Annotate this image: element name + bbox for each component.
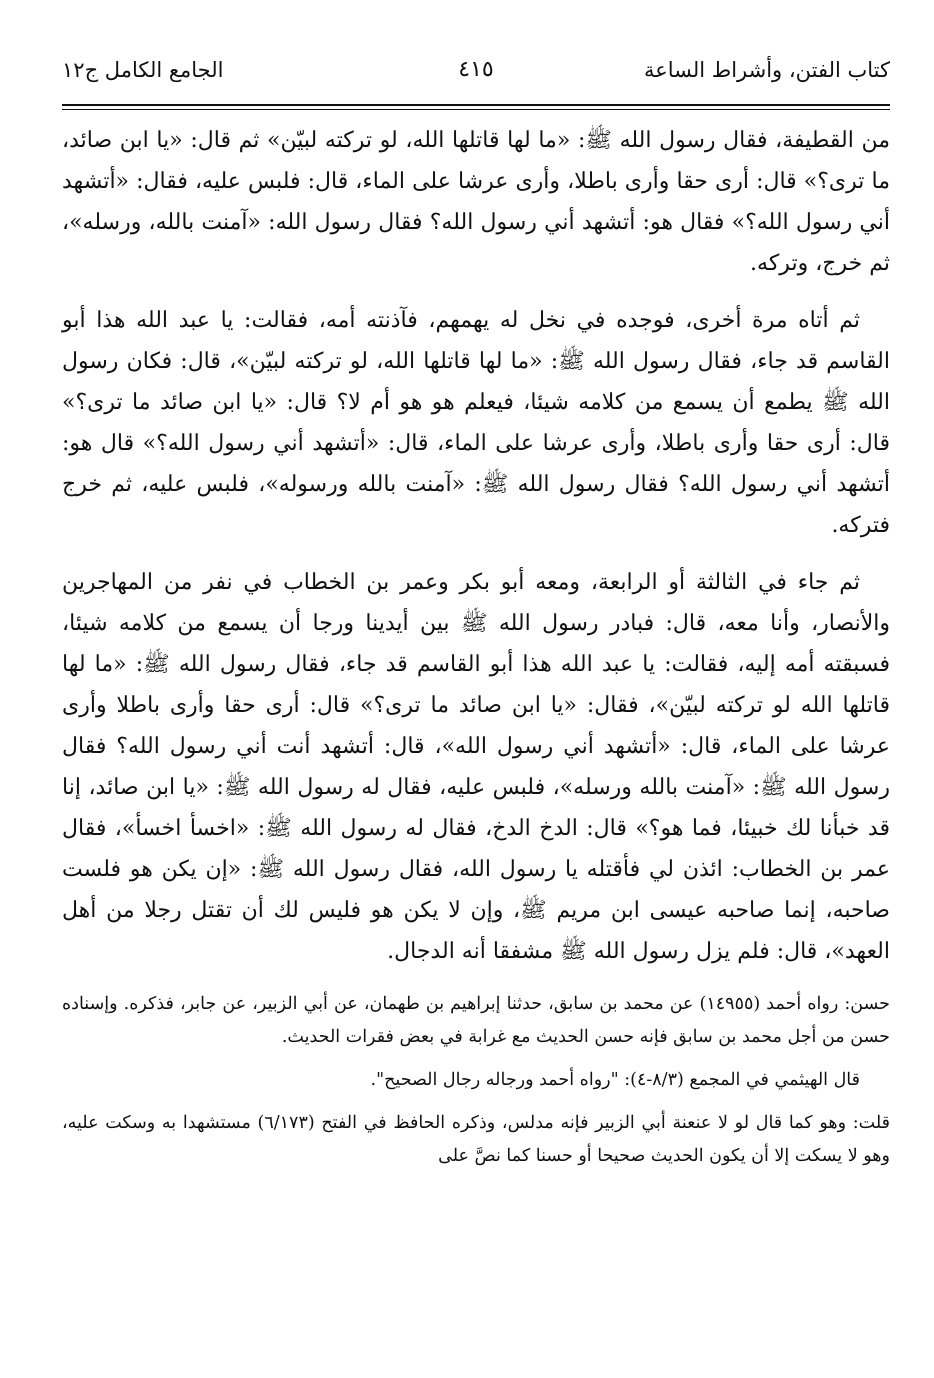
- hadith-paragraph: من القطيفة، فقال رسول الله ﷺ: «ما لها قاتلها الله، لو تركته لبيّن» ثم قال: «يا ابن صائد، ما ترى؟» قال: أرى حقا وأرى باطلا، وأرى عرشا على الماء، قال: فلبس عليه، فقال: «أتشهد أني رسول الله؟» فقال هو: أتشهد أني رسول الله؟ فقال رسول الله: «آمنت بالله، ورسله»، ثم خرج، وتركه.: [62, 128, 890, 276]
- haythami-note: قال الهيثمي في المجمع (٨/٣-٤): "رواه أحمد ورجاله رجال الصحيح".: [370, 1070, 860, 1090]
- running-header: [62, 50, 890, 90]
- main-text: [62, 120, 890, 972]
- volume-title: الجامع الكامل ج١٢: [62, 58, 224, 82]
- book-page: [62, 50, 890, 1183]
- grading-note: حسن: رواه أحمد (١٤٩٥٥) عن محمد بن سابق، حدثنا إبراهيم بن طهمان، عن أبي الزبير، عن جابر، فذكره. وإسناده حسن من أجل محمد بن سابق فإنه حسن الحديث مع غرابة في بعض فقرات الحديث.: [62, 994, 890, 1047]
- page-number: ٤١٥: [458, 57, 494, 82]
- footnotes: [62, 988, 890, 1173]
- commentary-note: قلت: وهو كما قال لو لا عنعنة أبي الزبير فإنه مدلس، وذكره الحافظ في الفتح (٦/١٧٣) مستشهدا به وسكت عليه، وهو لا يسكت إلا أن يكون الحديث صحيحا أو حسنا كما نصَّ على: [62, 1113, 890, 1166]
- book-title: كتاب الفتن، وأشراط الساعة: [643, 58, 890, 82]
- hadith-paragraph: ثم أتاه مرة أخرى، فوجده في نخل له يهمهم، فآذنته أمه، فقالت: يا عبد الله هذا أبو القاسم قد جاء، فقال رسول الله ﷺ: «ما لها قاتلها الله، لو تركته لبيّن»، قال: فكان رسول الله ﷺ يطمع أن يسمع من كلامه شيئا، فيعلم هو هو أم لا؟ قال: «يا ابن صائد ما ترى؟» قال: أرى حقا وأرى باطلا، وأرى عرشا على الماء، قال: «أتشهد أني رسول الله؟» قال هو: أتشهد أني رسول الله؟ فقال رسول الله ﷺ: «آمنت بالله ورسوله»، فلبس عليه، ثم خرج فتركه.: [62, 308, 890, 538]
- hadith-paragraph: ثم جاء في الثالثة أو الرابعة، ومعه أبو بكر وعمر بن الخطاب في نفر من المهاجرين والأنصار، وأنا معه، قال: فبادر رسول الله ﷺ بين أيدينا ورجا أن يسمع من كلامه شيئا، فسبقته أمه إليه، فقالت: يا عبد الله هذا أبو القاسم قد جاء، فقال رسول الله ﷺ: «ما لها قاتلها الله لو تركته لبيّن»، فقال: «يا ابن صائد ما ترى؟» قال: أرى حقا وأرى باطلا وأرى عرشا على الماء، قال: «أتشهد أني رسول الله»، قال: أتشهد أنت أني رسول الله؟ فقال رسول الله ﷺ: «آمنت بالله ورسله»، فلبس عليه، فقال له رسول الله ﷺ: «يا ابن صائد، إنا قد خبأنا لك خبيئا، فما هو؟» قال: الدخ الدخ، فقال له رسول الله ﷺ: «اخسأ اخسأ»، فقال عمر بن الخطاب: ائذن لي فأقتله يا رسول الله، فقال رسول الله ﷺ: «إن يكن هو فلست صاحبه، إنما صاحبه عيسى ابن مريم ﷺ، وإن لا يكن هو فليس لك أن تقتل رجلا من أهل العهد»، قال: فلم يزل رسول الله ﷺ مشفقا أنه الدجال.: [62, 570, 890, 964]
- header-rule: [62, 104, 890, 110]
